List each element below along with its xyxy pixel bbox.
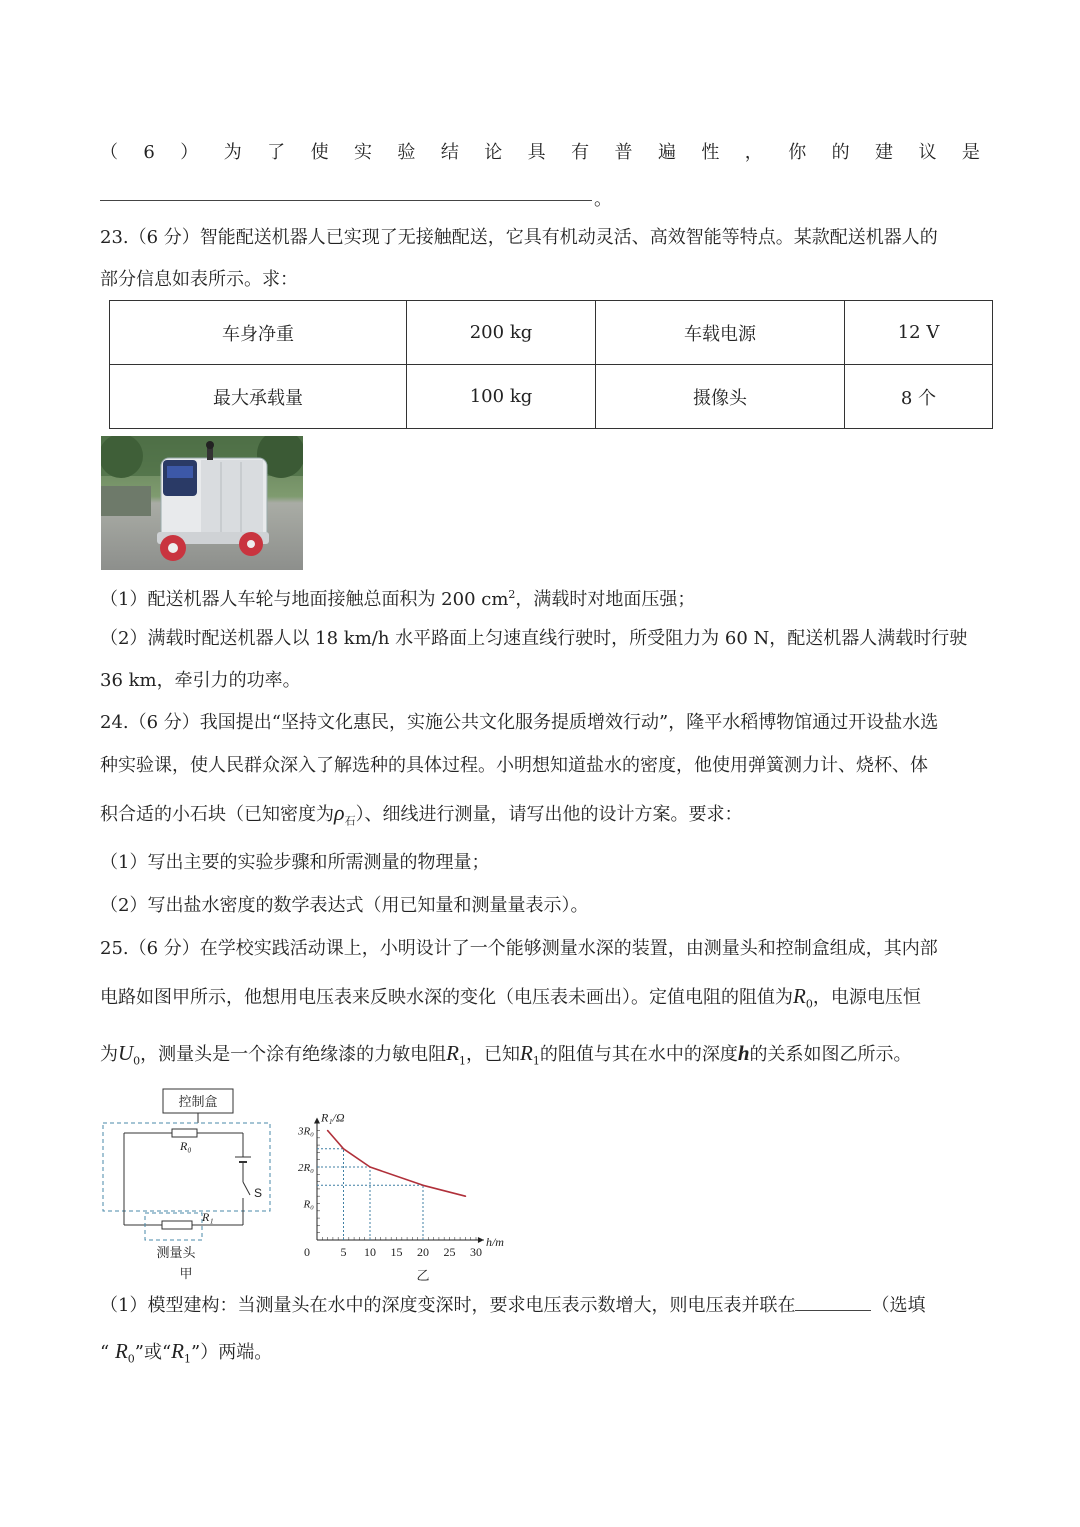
rho-symbol: ρ	[334, 800, 345, 825]
q25-stem-line2	[100, 984, 921, 1017]
switch-label: S	[254, 1186, 263, 1200]
h-symbol: h	[737, 1041, 750, 1065]
suggestion-char: 性	[701, 142, 720, 163]
data-point	[465, 1195, 467, 1197]
q25-text: ，已知	[466, 1044, 520, 1065]
figure-caption-jia: 甲	[179, 1266, 193, 1281]
r-symbol: R	[114, 1339, 128, 1363]
suggestion-char: 的	[831, 142, 850, 163]
q6-period: 。	[594, 189, 612, 210]
figure-caption-yi: 乙	[416, 1268, 430, 1283]
suggestion-char: 使	[310, 142, 329, 163]
x-tick-label: 5	[340, 1245, 347, 1259]
q23-stem-line1: 23.（6 分）智能配送机器人已实现了无接触配送，它具有机动灵活、高效智能等特点。某款配送机器人的	[100, 227, 938, 248]
table-cell: 车载电源	[596, 301, 845, 365]
table-cell: 8 个	[845, 365, 993, 429]
quote-open: “	[100, 1342, 110, 1363]
depth-resistance-chart	[285, 1095, 530, 1285]
x-axis-arrow	[478, 1237, 484, 1243]
q25-text: ，测量头是一个涂有绝缘漆的力敏电阻	[140, 1044, 447, 1065]
q25-stem-line1: 25.（6 分）在学校实践活动课上，小明设计了一个能够测量水深的装置，由测量头和控制盒组成，其内部	[100, 938, 938, 959]
table-cell: 摄像头	[596, 365, 845, 429]
r0-label: R₀	[180, 1139, 192, 1153]
q24-sub1: （1）写出主要的实验步骤和所需测量的物理量；	[100, 852, 490, 873]
y-axis-arrow	[314, 1118, 320, 1124]
x-tick-label: 30	[470, 1245, 482, 1259]
circuit-diagram	[100, 1085, 275, 1285]
q23-sub2-line1: （2）满载时配送机器人以 18 km/h 水平路面上匀速直线行驶时，所受阻力为 60 N，配送机器人满载时行驶	[100, 628, 968, 649]
q24-stem-line3	[100, 801, 743, 834]
q25-sub1-text-end: （选填	[871, 1295, 926, 1316]
q24-text-end: ）、细线进行测量，请写出他的设计方案。要求：	[355, 804, 743, 825]
suggestion-char: 是	[961, 142, 980, 163]
data-point	[369, 1166, 371, 1168]
suggestion-char: 为	[223, 142, 242, 163]
suggestion-char: 验	[397, 142, 416, 163]
suggestion-char: 实	[353, 142, 372, 163]
q25-stem-line3	[100, 1041, 912, 1074]
q25-sub1-line2-end: ”）两端。	[191, 1342, 273, 1363]
subscript: 1	[532, 1054, 540, 1068]
answer-blank[interactable]	[795, 1292, 871, 1311]
data-point	[343, 1148, 345, 1150]
q25-text: ，电源电压恒	[812, 987, 921, 1008]
y-axis-label: R₁/Ω	[321, 1110, 345, 1125]
q23-sub2-line2: 36 km，牵引力的功率。	[100, 670, 301, 691]
superscript: 2	[508, 588, 516, 601]
resistance-curve	[328, 1131, 466, 1197]
robot-spec-table	[109, 300, 993, 429]
q25-text: 电路如图甲所示，他想用电压表来反映水深的变化（电压表未画出）。定值电阻的阻值为	[100, 987, 793, 1008]
suggestion-char: 建	[875, 142, 894, 163]
suggestion-char: 普	[614, 142, 633, 163]
table-cell: 200 kg	[407, 301, 596, 365]
data-point	[422, 1184, 424, 1186]
suggestion-char: （	[100, 142, 118, 163]
r-symbol: R	[520, 1041, 533, 1065]
suggestion-char: 你	[788, 142, 807, 163]
y-tick-label: 3R₀	[297, 1125, 314, 1138]
q23-sub1	[100, 583, 695, 612]
x-tick-label: 25	[443, 1245, 456, 1259]
q23-sub1-text: （1）配送机器人车轮与地面接触总面积为 200 cm	[100, 589, 509, 610]
q25-sub1-text: （1）模型建构：当测量头在水中的深度变深时，要求电压表示数增大，则电压表并联在	[100, 1295, 796, 1316]
y-tick-label: R₀	[303, 1198, 314, 1211]
subscript: 0	[127, 1352, 135, 1366]
x-tick-label: 0	[304, 1245, 310, 1259]
x-tick-label: 15	[390, 1245, 403, 1259]
table-cell: 车身净重	[110, 301, 407, 365]
probe-label: 测量头	[156, 1245, 196, 1260]
q23-sub1-text-end: ，满载时对地面压强；	[515, 589, 696, 610]
table-row	[110, 365, 993, 429]
table-row	[110, 301, 993, 365]
answer-blank[interactable]	[100, 200, 592, 201]
option-separator: ”或“	[134, 1342, 172, 1363]
control-box-label: 控制盒	[178, 1094, 218, 1109]
q25-sub1-line2	[100, 1339, 272, 1372]
suggestion-char: 遍	[657, 142, 676, 163]
r-symbol: R	[793, 984, 806, 1008]
x-axis-label: h/m	[485, 1235, 504, 1249]
q25-text: 为	[100, 1044, 118, 1065]
r-symbol: R	[446, 1041, 459, 1065]
suggestion-char: 6	[143, 142, 155, 163]
subscript: 1	[459, 1054, 466, 1068]
q24-stem-line1: 24.（6 分）我国提出“坚持文化惠民，实施公共文化服务提质增效行动”，隆平水稻博物馆通过开设盐水选	[100, 712, 939, 733]
q24-stem-line2: 种实验课，使人民群众深入了解选种的具体过程。小明想知道盐水的密度，他使用弹簧测力计、烧杯、体	[100, 755, 928, 776]
q24-text: 积合适的小石块（已知密度为	[100, 804, 334, 825]
q23-stem-line2: 部分信息如表所示。求：	[100, 269, 298, 290]
suggestion-char: 议	[918, 142, 937, 163]
subscript: 石	[344, 814, 356, 828]
r-symbol: R	[171, 1339, 184, 1363]
suggestion-char: 具	[527, 142, 546, 163]
delivery-robot-photo	[101, 436, 303, 570]
x-tick-label: 10	[364, 1245, 376, 1259]
subscript: 0	[133, 1054, 141, 1068]
r1-label: R₁	[202, 1210, 214, 1224]
suggestion-char: ，	[744, 142, 763, 163]
table-cell: 12 V	[845, 301, 993, 365]
q25-text: 的阻值与其在水中的深度	[539, 1044, 738, 1065]
data-point	[327, 1130, 329, 1132]
q6-suggestion-line	[100, 141, 980, 165]
subscript: 1	[184, 1352, 191, 1366]
suggestion-char: 有	[571, 142, 590, 163]
table-cell: 最大承载量	[110, 365, 407, 429]
suggestion-char: 论	[484, 142, 503, 163]
suggestion-char: 结	[440, 142, 459, 163]
suggestion-char: ）	[180, 142, 199, 163]
u-symbol: U	[118, 1041, 134, 1065]
q25-text: 的关系如图乙所示。	[749, 1044, 912, 1065]
q24-sub2: （2）写出盐水密度的数学表达式（用已知量和测量量表示）。	[100, 895, 589, 916]
subscript: 0	[805, 997, 813, 1011]
x-tick-label: 20	[417, 1245, 429, 1259]
y-tick-label: 2R₀	[297, 1162, 314, 1174]
suggestion-char: 了	[267, 142, 286, 163]
q25-sub1-line1	[100, 1292, 925, 1318]
table-cell: 100 kg	[407, 365, 596, 429]
